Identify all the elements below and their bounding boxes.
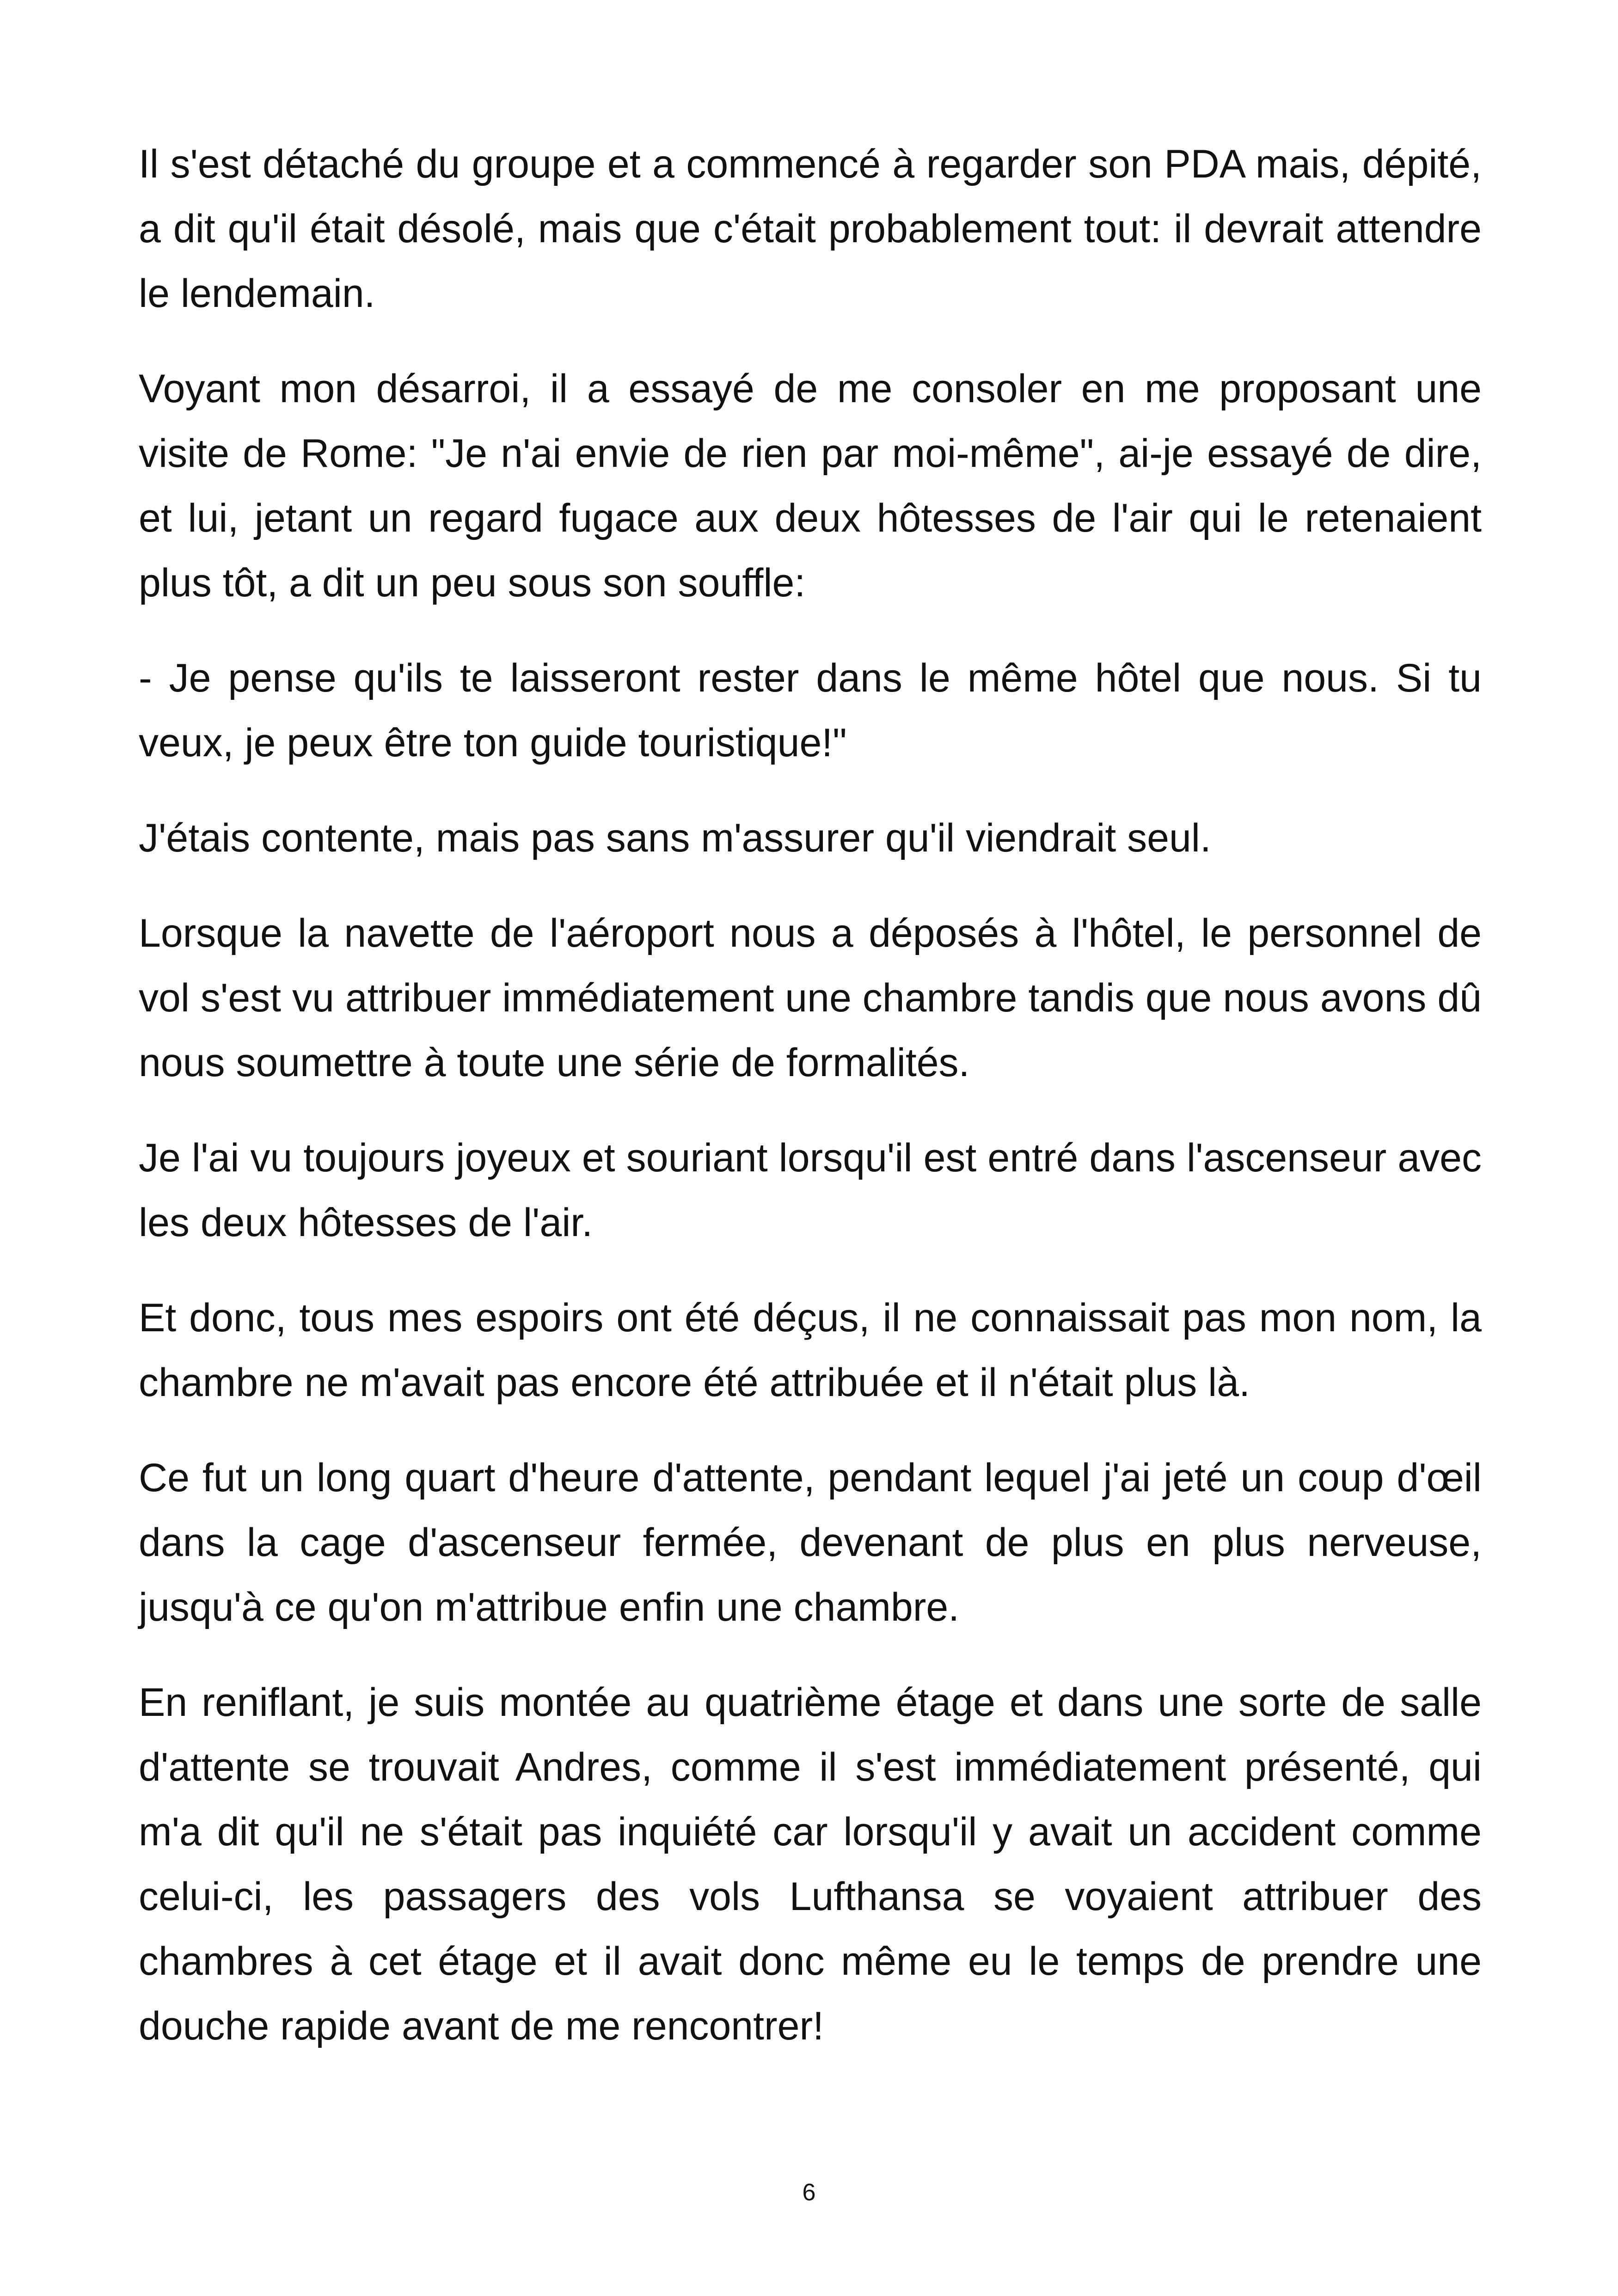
paragraph-2: Voyant mon désarroi, il a essayé de me consoler en me proposant une visite de Rome: "Je n'ai envie de rien par moi-même", ai-je essayé de dire, et lui, jetant un regard fugace aux deux hôtesses de l'air qui le retenaient plus tôt, a dit un peu sous son souffle: — [139, 367, 1482, 605]
paragraph-7: Et donc, tous mes espoirs ont été déçus, il ne connaissait pas mon nom, la chambre ne m'avait pas encore été attribuée et il n'était plus là. — [139, 1296, 1482, 1405]
page-number: 6 — [802, 2179, 816, 2206]
paragraph-3: - Je pense qu'ils te laisseront rester dans le même hôtel que nous. Si tu veux, je peux être ton guide touristique!" — [139, 656, 1482, 765]
paragraph-5: Lorsque la navette de l'aéroport nous a déposés à l'hôtel, le personnel de vol s'est vu attribuer immédiatement une chambre tandis que nous avons dû nous soumettre à toute une série de formalités. — [139, 911, 1482, 1085]
paragraph-1: Il s'est détaché du groupe et a commencé à regarder son PDA mais, dépité, a dit qu'il était désolé, mais que c'était probablement tout: il devrait attendre le lendemain. — [139, 142, 1482, 316]
paragraph-4: J'étais contente, mais pas sans m'assurer qu'il viendrait seul. — [139, 816, 1211, 860]
paragraph-9: En reniflant, je suis montée au quatrième étage et dans une sorte de salle d'attente se trouvait Andres, comme il s'est immédiatement présenté, qui m'a dit qu'il ne s'était pas inquiété car lorsqu'il y avait un accident comme celui-ci, les passagers des vols Lufthansa se voyaient attribuer des chambres à cet étage et il avait donc même eu le temps de prendre une douche rapide avant de me rencontrer! — [139, 1680, 1482, 2048]
body-text — [139, 132, 1482, 2089]
paragraph-8: Ce fut un long quart d'heure d'attente, pendant lequel j'ai jeté un coup d'œil dans la cage d'ascenseur fermée, devenant de plus en plus nerveuse, jusqu'à ce qu'on m'attribue enfin une chambre. — [139, 1456, 1482, 1629]
paragraph-6: Je l'ai vu toujours joyeux et souriant lorsqu'il est entré dans l'ascenseur avec les deux hôtesses de l'air. — [139, 1136, 1482, 1245]
